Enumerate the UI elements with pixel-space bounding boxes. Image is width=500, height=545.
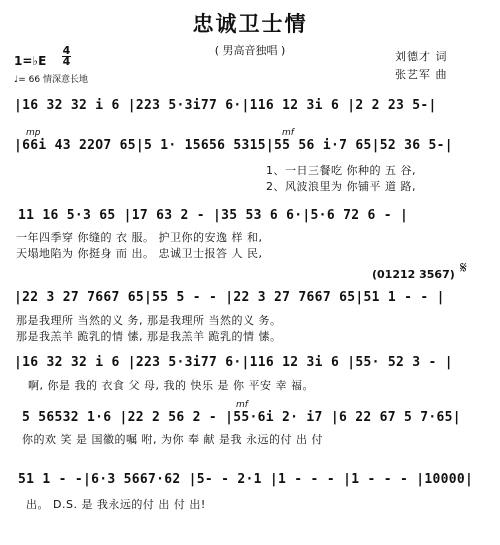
lyric-row-3-verse-1: 一年四季穿 你缝的 衣 服。 护卫你的安逸 样 和, <box>16 231 263 244</box>
lyricist-credit: 刘德才 词 <box>395 50 448 63</box>
lyric-row-2-verse-1: 1、一日三餐吃 你种的 五 谷, <box>266 164 416 177</box>
notation-row-6: 5 56532 1·6 |22 2 56 2 - |55·6i 2· i7 |6 22 67 5 7·65| <box>22 410 461 425</box>
notation-row-1: |16 32 32 i 6 |223 5·3i77 6·|116 12 3i 6 |2 2 23 5-| <box>14 98 437 113</box>
notation-row-3: 11 16 5·3 65 |17 63 2 - |35 53 6 6·|5·6 72 6 - | <box>18 208 409 223</box>
notation-row-7: 51 1 - -|6·3 5667·62 |5- - 2·1 |1 - - - |1 - - - |10000| <box>18 472 474 487</box>
dynamic-mark-mp: mp <box>26 128 41 138</box>
notation-row-4: |22 3 27 7667 65|55 5 - - |22 3 27 7667 65|51 1 - - | <box>14 290 445 305</box>
lyric-row-3-verse-2: 天塌地陷为 你挺身 而 出。 忠诚卫士报答 人 民, <box>16 247 263 260</box>
song-subtitle: ( 男高音独唱 ) <box>214 44 286 57</box>
notation-row-5: |16 32 32 i 6 |223 5·3i77 6·|116 12 3i 6 |55· 52 3 - | <box>14 355 453 370</box>
song-title: 忠诚卫士情 <box>192 12 308 36</box>
lyric-row-2-verse-2: 2、风波浪里为 你铺平 道 路, <box>266 180 416 193</box>
segno-icon: 𝄋 <box>460 258 467 277</box>
dynamic-mark-mf: mf <box>282 128 294 138</box>
time-signature-bottom: 4 <box>62 55 71 68</box>
intro-phrase: (01212 3567) <box>372 268 455 281</box>
lyric-row-4-verse-1: 那是我理所 当然的义 务, 那是我理所 当然的义 务。 <box>16 314 282 327</box>
lyric-row-7: 出。 D.S. 是 我永远的付 出 付 出! <box>26 498 206 511</box>
composer-credit: 张艺军 曲 <box>395 68 448 81</box>
lyric-row-5: 啊, 你是 我的 衣食 父 母, 我的 快乐 是 你 平安 幸 福。 <box>28 379 314 392</box>
time-signature-top: 4 <box>62 44 71 57</box>
key-signature: 1=♭E <box>14 54 47 68</box>
notation-row-2: |66i 43 22O7 65|5 1· 15656 5315|55 56 i·7 65|52 36 5-| <box>14 138 453 153</box>
tempo-marking: ♩= 66 情深意长地 <box>14 75 88 85</box>
time-signature <box>62 46 71 67</box>
dynamic-mark-mf-2: mf <box>236 400 248 410</box>
lyric-row-4-verse-2: 那是我羔羊 跪乳的情 愫, 那是我羔羊 跪乳的情 愫。 <box>16 330 282 343</box>
lyric-row-6: 你的欢 笑 是 国徽的嘱 咐, 为你 奉 献 是我 永远的付 出 付 <box>22 433 323 446</box>
